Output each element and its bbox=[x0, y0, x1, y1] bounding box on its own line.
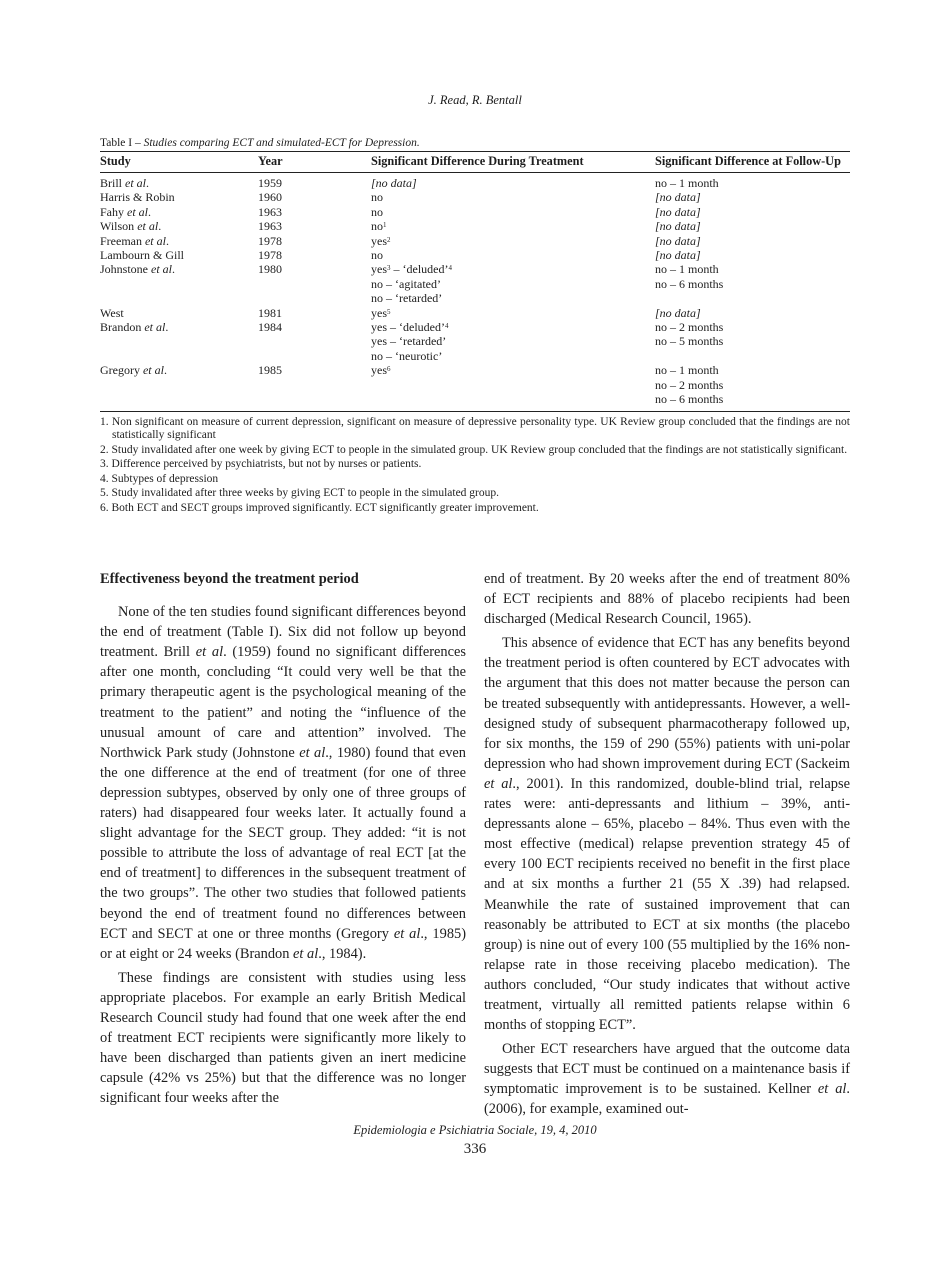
cell-year: 1980 bbox=[258, 262, 282, 277]
header-year: Year bbox=[258, 152, 371, 173]
table-row bbox=[100, 205, 850, 219]
table-footnotes bbox=[100, 416, 850, 516]
cell-followup: [no data] bbox=[655, 204, 701, 219]
paragraph: Other ECT researchers have argued that the outcome data suggests that ECT must be continued on a maintenance basis if symptomatic improvement is to be sustained. Kellner et al. (2006), for example, examined out- bbox=[484, 1041, 850, 1118]
cell-year: 1978 bbox=[258, 233, 282, 248]
cell-followup: no – 1 month bbox=[655, 176, 719, 190]
cell-study: Lambourn & Gill bbox=[100, 248, 184, 263]
page-number: 336 bbox=[463, 1141, 487, 1157]
paragraph: None of the ten studies found significant differences beyond the end of treatment (Table I). Six did not follow up beyond treatment. Brill et al. (1959) found no significant differences after one month, concluding “It could very well be that the primary therapeutic agent is the psychological meaning of the treatment to the patient” and noting the “influence of the unusual amount of care and attention” involved. The Northwick Park study (Johnstone et al., 1980) found that even the one difference at the end of treatment (for one of three depression subtypes, observed by only one of three groups of raters) had disappeared four weeks later. It actually found a slight advantage for the SECT group. They added: “it is not possible to attribute the loss of advantage of real ECT [at the end of treatment] to differences in the subsequent treatment of the two groups”. The other two studies that followed patients beyond the end of treatment found no differences between ECT and SECT at one or three months (Gregory et al., 1985) or at eight or 24 weeks (Brandon et al., 1984). bbox=[100, 604, 467, 962]
footnote: 1. Non significant on measure of current depression, significant on measure of depressive personality type. UK Review group concluded that the findings are not statistically significant bbox=[100, 415, 850, 441]
cell-during: no bbox=[371, 248, 383, 263]
cell-during: no bbox=[371, 190, 383, 205]
cell-year: 1960 bbox=[258, 190, 282, 205]
table-row bbox=[100, 173, 850, 191]
cell-study: Harris & Robin bbox=[100, 190, 175, 205]
table-row bbox=[100, 262, 850, 305]
table-row bbox=[100, 248, 850, 262]
section-heading: Effectiveness beyond the treatment period bbox=[100, 571, 359, 587]
table-caption bbox=[100, 136, 850, 150]
studies-table bbox=[100, 151, 850, 412]
cell-during: yes$^6$ bbox=[371, 363, 655, 411]
paragraph: end of treatment. By 20 weeks after the end of treatment 80% of ECT recipients and 88% of placebo recipients had been discharged (Medical Research Council, 1965). bbox=[484, 571, 850, 628]
table-row bbox=[100, 219, 850, 233]
cell-followup: [no data] bbox=[655, 305, 701, 320]
cell-study: Brill et al. bbox=[100, 176, 150, 190]
cell-study: Freeman et al. bbox=[100, 233, 169, 248]
left-column bbox=[100, 569, 466, 1120]
footnote: 3. Difference perceived by psychiatrists, but not by nurses or patients. bbox=[100, 458, 422, 470]
footnote: 2. Study invalidated after one week by giving ECT to people in the simulated group. UK Review group concluded that the findings are not statistically significant. bbox=[100, 443, 848, 456]
cell-year: 1963 bbox=[258, 204, 282, 219]
journal-footer: Epidemiologia e Psichiatria Sociale, 19, 4, 2010 bbox=[353, 1123, 597, 1137]
cell-year: 1963 bbox=[258, 219, 282, 234]
right-column bbox=[484, 569, 850, 1120]
header-followup: Significant Difference at Follow-Up bbox=[655, 152, 850, 173]
body-columns bbox=[100, 569, 850, 1120]
cell-study: Gregory et al. bbox=[100, 363, 258, 411]
header-during: Significant Difference During Treatment bbox=[371, 152, 655, 173]
cell-study: Wilson et al. bbox=[100, 219, 162, 234]
cell-followup: [no data] bbox=[655, 219, 701, 234]
table-row bbox=[100, 320, 850, 363]
footnote: 5. Study invalidated after three weeks by giving ECT to people in the simulated group. bbox=[100, 487, 500, 499]
footnote: 4. Subtypes of depression bbox=[100, 472, 219, 485]
cell-during: [no data] bbox=[371, 176, 417, 190]
table-block bbox=[100, 136, 850, 516]
cell-followup: no – 1 month no – 2 months no – 6 months bbox=[655, 363, 850, 411]
cell-study: West bbox=[100, 305, 124, 320]
table-row bbox=[100, 363, 850, 411]
caption-label: Table I – bbox=[100, 137, 144, 149]
cell-followup: [no data] bbox=[655, 248, 701, 263]
caption-title: Studies comparing ECT and simulated-ECT for Depression. bbox=[143, 137, 420, 149]
cell-year: 1978 bbox=[258, 248, 282, 263]
table-header-row bbox=[100, 152, 850, 173]
cell-year: 1985 bbox=[258, 363, 371, 411]
table-row bbox=[100, 190, 850, 204]
cell-followup: [no data] bbox=[655, 233, 701, 248]
cell-during: yes$^2$ bbox=[371, 233, 391, 248]
table-row bbox=[100, 306, 850, 320]
cell-study: Johnstone et al. bbox=[100, 262, 175, 277]
cell-year: 1981 bbox=[258, 305, 282, 320]
header-study: Study bbox=[100, 152, 258, 173]
cell-followup: [no data] bbox=[655, 190, 701, 205]
paragraph: These findings are consistent with studies using less appropriate placebos. For example an early British Medical Research Council study had found that one week after the end of treatment ECT recipients were significantly more likely to have been discharged than patients given an inert medicine capsule (42% vs 25%) but that the difference was no longer significant four weeks after the bbox=[100, 969, 466, 1107]
cell-study: Fahy et al. bbox=[100, 204, 151, 219]
cell-year: 1984 bbox=[258, 320, 282, 335]
cell-during: $no^1$ bbox=[371, 219, 387, 234]
cell-during: yes$^3$ – ‘deluded’$^4$ no – ‘agitated’ no – ‘retarded’ bbox=[371, 262, 452, 306]
cell-during: yes$^5$ bbox=[371, 305, 391, 320]
cell-followup: no – 1 month no – 6 months bbox=[655, 262, 724, 291]
running-head: J. Read, R. Bentall bbox=[428, 93, 522, 107]
footnote: 6. Both ECT and SECT groups improved significantly. ECT significantly greater improvement. bbox=[100, 501, 539, 514]
cell-study: Brandon et al. bbox=[100, 320, 169, 335]
cell-during: yes – ‘deluded’$^4$ yes – ‘retarded’ no – ‘neurotic’ bbox=[371, 320, 449, 363]
table-row bbox=[100, 234, 850, 248]
paragraph: This absence of evidence that ECT has any benefits beyond the treatment period is often countered by ECT advocates with the argument that this does not matter because the person can be treated subsequently with antidepressants. However, a well-designed study of subsequent pharmacotherapy followed up, for six months, the 159 of 290 (55%) patients with uni-polar depression who had shown improvement during ECT (Sackeim et al., 2001). In this randomized, double-blind trial, relapse rates were: anti-depressants and lithium – 39%, anti-depressants alone – 65%, placebo – 84%. Thus even with the most effective (medical) relapse prevention strategy 45 of every 100 ECT recipients received no benefit in the first place and at six months a further 21 (55 X .39) had relapsed. Meanwhile the rate of sustained improvement that can reasonably be attributed to ECT at six months (the placebo group) is nine out of every 100 (55 multiplied by the 16% non-relapse rate in those receiving placebo medication). The authors concluded, “Our study indicates that without active treatment, virtually all remitted patients relapse within 6 months of stopping ECT”. bbox=[484, 635, 850, 1034]
cell-followup: no – 2 months no – 5 months bbox=[655, 320, 724, 349]
cell-year: 1959 bbox=[258, 176, 282, 190]
cell-during: no bbox=[371, 204, 383, 219]
